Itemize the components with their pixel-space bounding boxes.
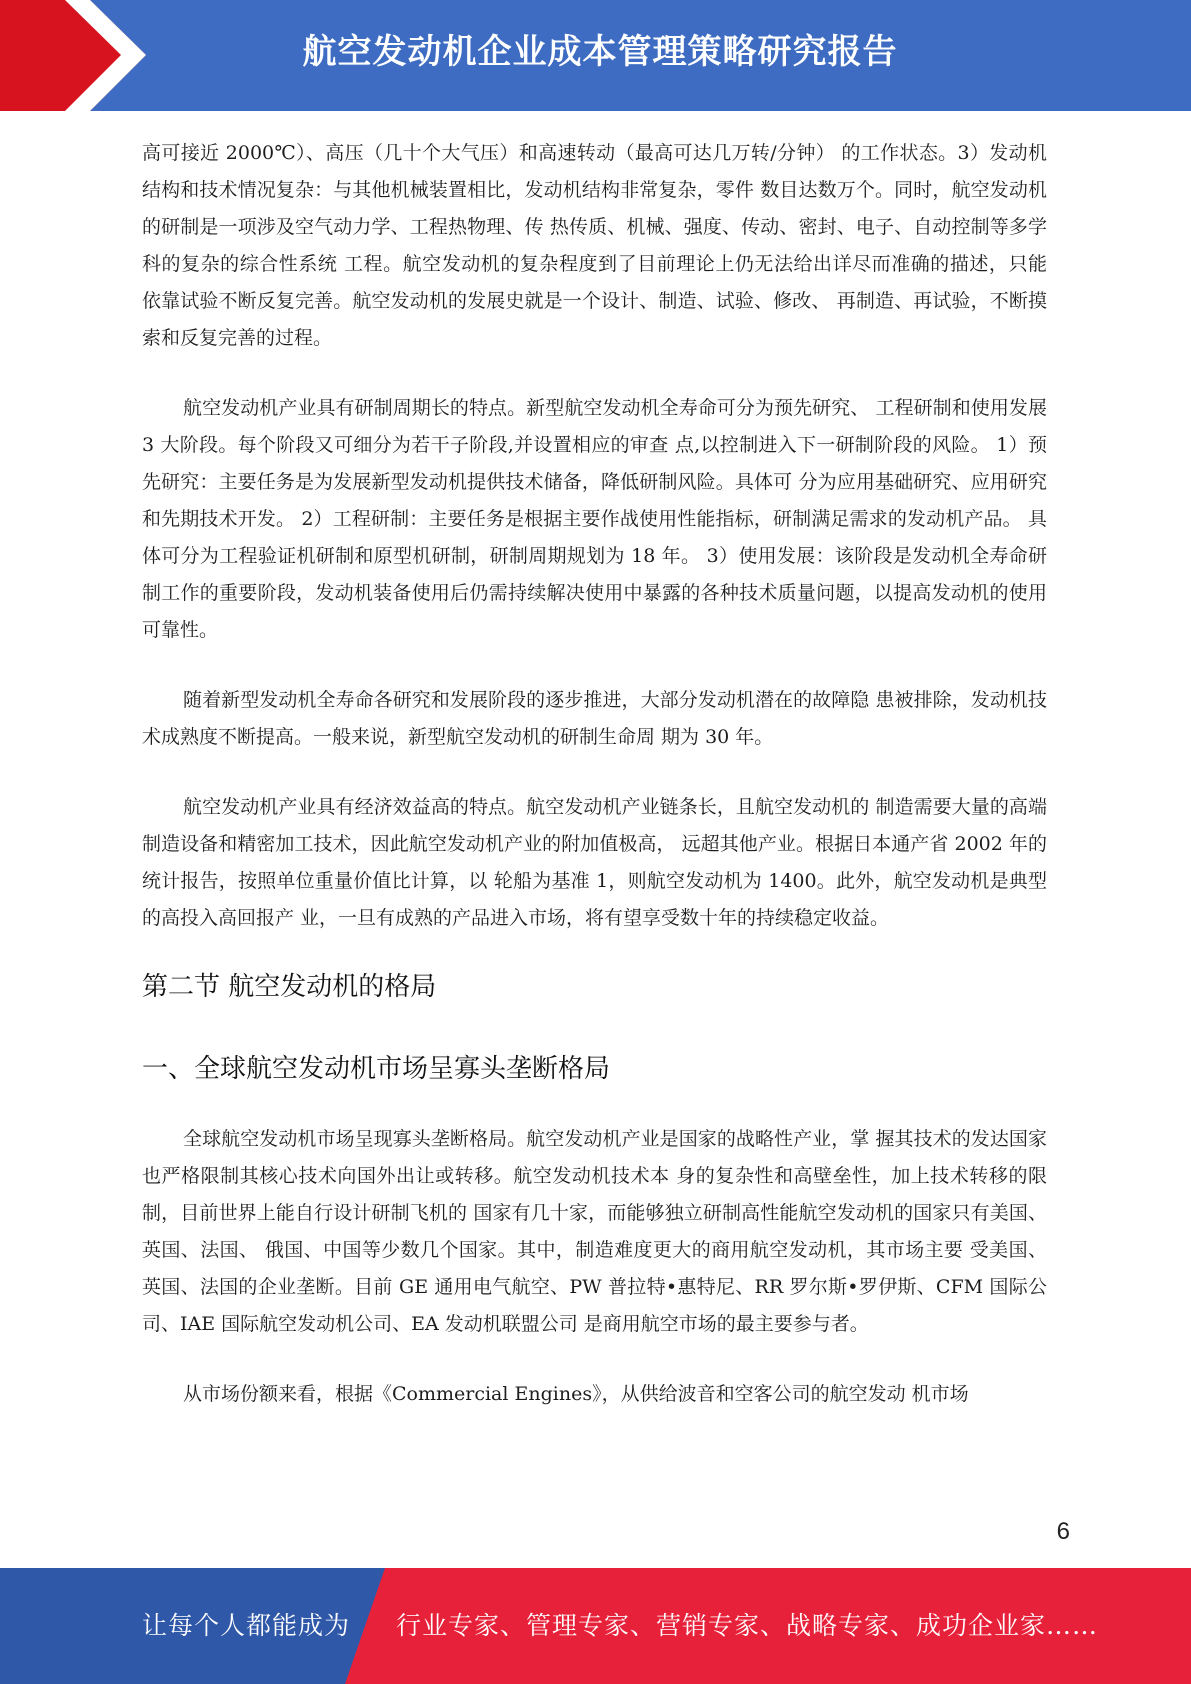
paragraph: 航空发动机产业具有经济效益高的特点。航空发动机产业链条长，且航空发动机的 制造需要大量的高端制造设备和精密加工技术，因此航空发动机产业的附加值极高， 远超其他产业。根据日本通产省 2002 年的统计报告，按照单位重量价值比计算，以 轮船为基准 1，则航空发动机为 1400。此外，航空发动机是典型的高投入高回报产 业，一旦有成熟的产品进入市场，将有望享受数十年的持续稳定收益。 [142,796,1047,929]
footer-slogan-right: 行业专家、管理专家、营销专家、战略专家、成功企业家…… [396,1611,1099,1640]
paragraph: 航空发动机产业具有研制周期长的特点。新型航空发动机全寿命可分为预先研究、 工程研制和使用发展 3 大阶段。每个阶段又可细分为若干子阶段,并设置相应的审查 点,以控制进入下一研制阶段的风险。 1）预先研究：主要任务是为发展新型发动机提供技术储备，降低研制风险。具体可 分为应用基础研究、应用研究和先期技术开发。 2）工程研制：主要任务是根据主要作战使用性能指标，研制满足需求的发动机产品。 具体可分为工程验证机研制和原型机研制，研制周期规划为 18 年。 3）使用发展：该阶段是发动机全寿命研制工作的重要阶段，发动机装备使用后仍需持续解决使用中暴露的各种技术质量问题，以提高发动机的使用可靠性。 [142,397,1047,641]
paragraph: 从市场份额来看，根据《Commercial Engines》，从供给波音和空客公司的航空发动 机市场 [183,1383,969,1405]
report-title: 航空发动机企业成本管理策略研究报告 [302,32,898,72]
paragraph: 随着新型发动机全寿命各研究和发展阶段的逐步推进，大部分发动机潜在的故障隐 患被排除，发动机技术成熟度不断提高。一般来说，新型航空发动机的研制生命周 期为 30 年。 [142,689,1047,748]
document-body [142,135,1047,1413]
footer-slogan-left: 让每个人都能成为 [142,1611,351,1640]
page-number: 6 [1056,1518,1070,1545]
section-title: 第二节 航空发动机的格局 [142,972,437,1002]
footer-banner [0,1568,1191,1684]
paragraph: 全球航空发动机市场呈现寡头垄断格局。航空发动机产业是国家的战略性产业，掌 握其技术的发达国家也严格限制其核心技术向国外出让或转移。航空发动机技术本 身的复杂性和高壁垒性，加上技术转移的限制，目前世界上能自行设计研制飞机的 国家有几十家，而能够独立研制高性能航空发动机的国家只有美国、英国、法国、 俄国、中国等少数几个国家。其中，制造难度更大的商用航空发动机，其市场主要 受美国、英国、法国的企业垄断。目前 GE 通用电气航空、PW 普拉特•惠特尼、RR 罗尔斯•罗伊斯、CFM 国际公司、IAE 国际航空发动机公司、EA 发动机联盟公司 是商用航空市场的最主要参与者。 [142,1128,1047,1335]
paragraph: 高可接近 2000℃）、高压（几十个大气压）和高速转动（最高可达几万转/分钟） 的工作状态。3）发动机结构和技术情况复杂：与其他机械装置相比，发动机结构非常复杂，零件 数目达数万个。同时，航空发动机的研制是一项涉及空气动力学、工程热物理、传 热传质、机械、强度、传动、密封、电子、自动控制等多学科的复杂的综合性系统 工程。航空发动机的复杂程度到了目前理论上仍无法给出详尽而准确的描述，只能 依靠试验不断反复完善。航空发动机的发展史就是一个设计、制造、试验、修改、 再制造、再试验，不断摸索和反复完善的过程。 [142,142,1047,349]
subsection-title: 一、全球航空发动机市场呈寡头垄断格局 [142,1054,611,1084]
header-banner [0,0,1191,111]
header-arrow-decoration [0,0,150,111]
